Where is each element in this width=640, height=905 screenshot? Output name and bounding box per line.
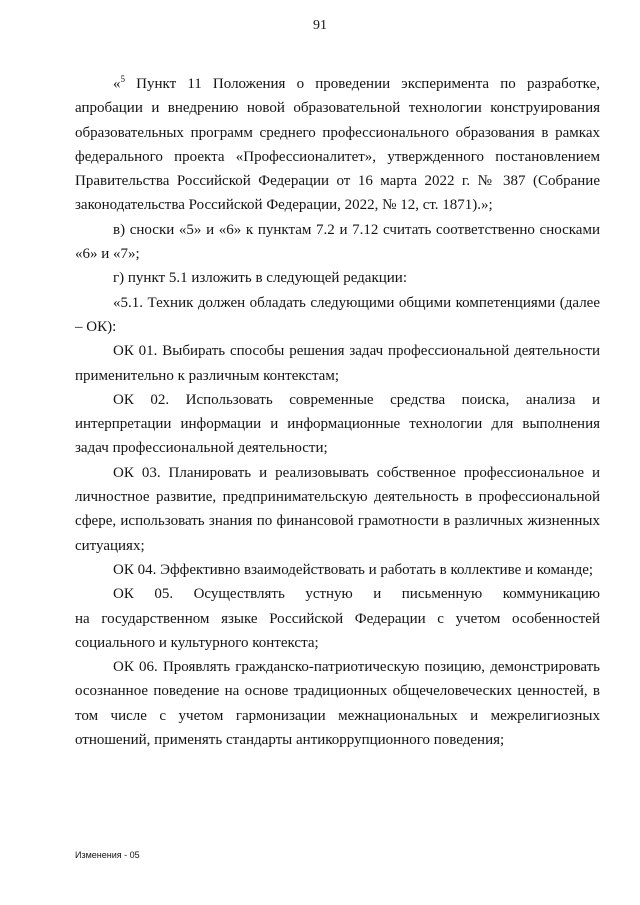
paragraph-ok-06: ОК 06. Проявлять гражданско-патриотическую позицию, демонстрировать осознанное поведение на основе традиционных общечеловеческих ценностей, в том числе с учетом гармонизации межнациональных и межрелигиозных отношений, применять стандарты антикоррупционного поведения; xyxy=(75,659,600,749)
footer-revision-label: Изменения - 05 xyxy=(75,850,140,860)
paragraph-ok-02: ОК 02. Использовать современные средства поиска, анализа и интерпретации информации и информационные технологии для выполнения задач профессиональной деятельности; xyxy=(75,391,600,457)
paragraph-item-5-1-intro: г) пункт 5.1 изложить в следующей редакции: xyxy=(113,270,407,287)
footnote-paragraph xyxy=(75,72,600,218)
paragraph-ok-05-continuation: на государственном языке Российской Федерации с учетом особенностей социального и культурного контекста; xyxy=(75,610,600,651)
paragraph-ok-01: ОК 01. Выбирать способы решения задач профессиональной деятельности применительно к различным контекстам; xyxy=(75,343,600,384)
paragraph-footnote-renumbering: в) сноски «5» и «6» к пунктам 7.2 и 7.12 считать соответственно сносками «6» и «7»; xyxy=(75,221,600,263)
footnote-open-quote: « xyxy=(113,76,121,92)
paragraph-ok-05-first-line: ОК 05. Осуществлять устную и письменную коммуникацию xyxy=(113,586,600,603)
paragraph-ok-04: ОК 04. Эффективно взаимодействовать и работать в коллективе и команде; xyxy=(113,561,594,578)
paragraph-item-5-1: «5.1. Техник должен обладать следующими общими компетенциями (далее – ОК): xyxy=(75,294,600,335)
footnote-text: Пункт 11 Положения о проведении эксперимента по разработке, апробации и внедрению новой образовательной технологии конструирования образовательных программ среднего профессионального образования в рамках федерального проекта «Профессионалитет», утвержденного постановлением Правительства Российской Федерации от 16 марта 2022 г. № 387 (Собрание законодательства Российской Федерации, 2022, № 12, ст. 1871).»; xyxy=(75,76,600,214)
document-body xyxy=(75,72,600,752)
paragraph-ok-03: ОК 03. Планировать и реализовывать собственное профессиональное и личностное развитие, предпринимательскую деятельность в профессиональной сфере, использовать знания по финансовой грамотности в различных жизненных ситуациях; xyxy=(75,464,600,554)
page-number: 91 xyxy=(313,18,327,33)
footnote-mark: 5 xyxy=(120,74,125,84)
